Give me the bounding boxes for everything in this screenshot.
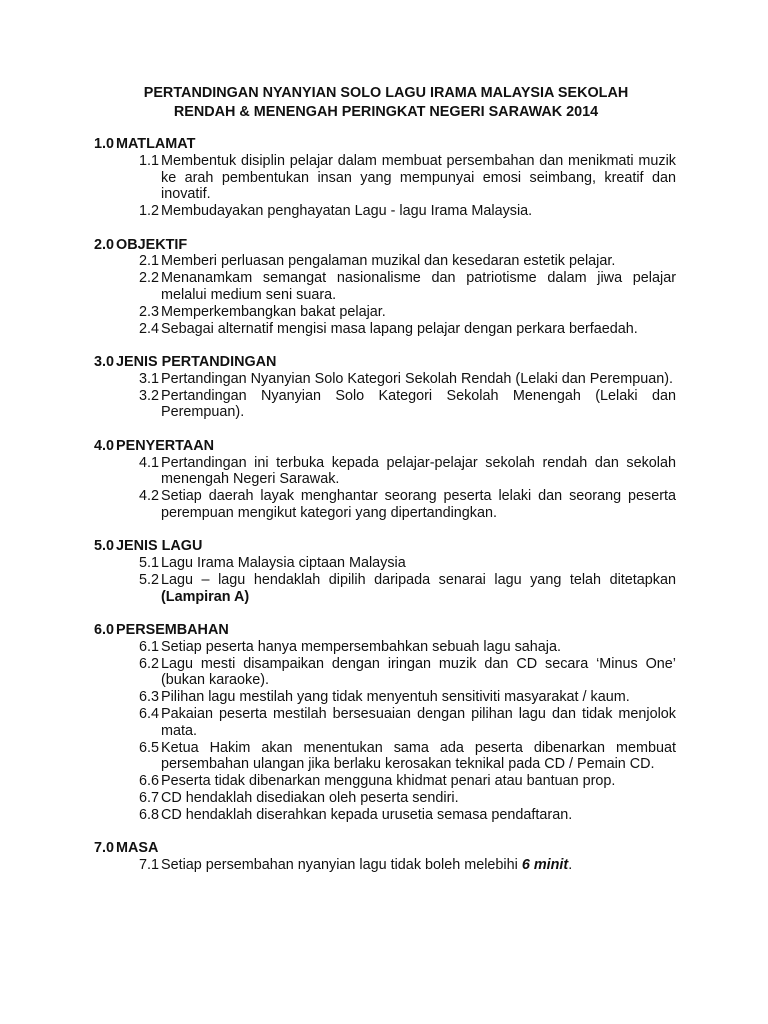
item-number: 6.7: [139, 790, 160, 807]
item-number: 6.6: [139, 773, 160, 790]
list-item: [94, 639, 676, 656]
list-item: [94, 857, 676, 874]
section-heading: [94, 237, 676, 254]
section: [94, 538, 676, 605]
item-text: [161, 388, 676, 422]
section-title: PENYERTAAN: [116, 437, 215, 454]
item-text-body: Pilihan lagu mestilah yang tidak menyentuh sensitiviti masyarakat / kaum.: [161, 689, 630, 706]
document-body: [94, 136, 676, 890]
item-text-body: Pakaian peserta mestilah bersesuaian dengan pilihan lagu dan tidak menjolok mata.: [161, 706, 676, 739]
item-text: [161, 371, 676, 388]
section: [94, 136, 676, 220]
section-title: MATLAMAT: [116, 136, 196, 152]
list-item: [94, 773, 676, 790]
list-item: [94, 807, 676, 824]
item-number: 6.1: [139, 638, 160, 655]
list-item: [94, 689, 676, 706]
section-number: 5.0: [94, 538, 115, 555]
item-text: [161, 270, 676, 304]
section-number: 2.0: [94, 236, 115, 253]
item-text-body: Sebagai alternatif mengisi masa lapang pelajar dengan perkara berfaedah.: [161, 320, 638, 337]
item-number: 7.1: [139, 857, 160, 874]
item-text: [161, 555, 676, 572]
item-emphasis: 6 minit: [521, 857, 569, 874]
item-text: [161, 304, 676, 321]
item-number: 2.4: [139, 320, 160, 337]
item-text: [161, 153, 676, 203]
item-text: [161, 639, 676, 656]
item-number: 4.2: [139, 488, 160, 505]
item-text-body: Pertandingan Nyanyian Solo Kategori Sekolah Menengah (Lelaki dan Perempuan).: [161, 387, 676, 421]
list-item: [94, 656, 676, 690]
item-number: 6.2: [139, 655, 160, 672]
item-text: [161, 689, 676, 706]
list-item: [94, 555, 676, 572]
item-text: [161, 253, 676, 270]
item-text-body: Pertandingan Nyanyian Solo Kategori Sekolah Rendah (Lelaki dan Perempuan).: [161, 370, 673, 387]
item-text-body: Lagu mesti disampaikan dengan iringan muzik dan CD secara ‘Minus One’ (bukan karaoke).: [161, 655, 676, 689]
item-text: [161, 790, 676, 807]
item-number: 6.3: [139, 689, 160, 706]
section-title: MASA: [116, 840, 159, 857]
item-text: [161, 488, 676, 522]
list-item: [94, 572, 676, 606]
item-text: [161, 706, 676, 740]
item-number: 5.2: [139, 571, 160, 588]
item-text-body: Membudayakan penghayatan Lagu - lagu Irama Malaysia.: [161, 203, 533, 220]
list-item: [94, 304, 676, 321]
section-number: 1.0: [94, 136, 115, 152]
item-text-body: Menanamkam semangat nasionalisme dan patriotisme dalam jiwa pelajar melalui medium seni suara.: [161, 270, 676, 303]
list-item: [94, 455, 676, 489]
item-text: [161, 321, 676, 338]
item-text: [161, 656, 676, 690]
item-number: 6.5: [139, 739, 160, 756]
item-text-body: CD hendaklah disediakan oleh peserta sendiri.: [161, 790, 459, 807]
item-text-body: Lagu – lagu hendaklah dipilih daripada senarai lagu yang telah ditetapkan: [161, 571, 676, 588]
item-text: [161, 807, 676, 824]
section: [94, 622, 676, 824]
item-number: 3.1: [139, 370, 160, 387]
section-title: PERSEMBAHAN: [116, 622, 229, 639]
section-heading: [94, 354, 676, 371]
section-title: JENIS LAGU: [116, 538, 203, 555]
item-text-end: .: [568, 857, 573, 874]
section: [94, 354, 676, 421]
list-item: [94, 371, 676, 388]
section-heading: [94, 840, 676, 857]
item-number: 2.3: [139, 303, 160, 320]
title-line-1: PERTANDINGAN NYANYIAN SOLO LAGU IRAMA MALAYSIA SEKOLAH: [143, 85, 629, 101]
section-number: 7.0: [94, 840, 115, 857]
item-text-body: Ketua Hakim akan menentukan sama ada peserta dibenarkan membuat persembahan ulangan jika berlaku kerosakan teknikal pada CD / Pemain CD.: [161, 739, 676, 773]
section-heading: [94, 438, 676, 455]
item-text: [161, 203, 676, 220]
item-text-body: Membentuk disiplin pelajar dalam membuat persembahan dan menikmati muzik ke arah pembentukan insan yang mempunyai emosi seimbang, kreatif dan inovatif.: [161, 152, 676, 203]
item-number: 5.1: [139, 555, 160, 572]
list-item: [94, 388, 676, 422]
item-bold-note: (Lampiran A): [161, 588, 250, 605]
section-heading: [94, 622, 676, 639]
list-item: [94, 740, 676, 774]
item-number: 1.1: [139, 152, 160, 169]
item-text: [161, 857, 676, 874]
item-number: 6.4: [139, 706, 160, 723]
item-text-body: Pertandingan ini terbuka kepada pelajar-pelajar sekolah rendah dan sekolah menengah Negeri Sarawak.: [161, 454, 676, 488]
item-text: [161, 740, 676, 774]
item-text-body: Peserta tidak dibenarkan mengguna khidmat penari atau bantuan prop.: [161, 773, 616, 790]
item-text: [161, 773, 676, 790]
list-item: [94, 253, 676, 270]
list-item: [94, 321, 676, 338]
section: [94, 438, 676, 522]
document-title: [80, 84, 692, 121]
item-number: 2.2: [139, 270, 160, 287]
item-number: 6.8: [139, 806, 160, 823]
title-line-2: RENDAH & MENENGAH PERINGKAT NEGERI SARAWAK 2014: [173, 103, 599, 120]
item-number: 2.1: [139, 253, 160, 270]
section: [94, 840, 676, 874]
section-number: 4.0: [94, 437, 115, 454]
item-text-body: Memberi perluasan pengalaman muzikal dan kesedaran estetik pelajar.: [161, 253, 616, 270]
section-number: 6.0: [94, 622, 115, 639]
list-item: [94, 270, 676, 304]
list-item: [94, 488, 676, 522]
item-text-body: Lagu Irama Malaysia ciptaan Malaysia: [161, 555, 406, 572]
section-heading: [94, 136, 676, 153]
item-text: [161, 455, 676, 489]
section-heading: [94, 538, 676, 555]
list-item: [94, 153, 676, 203]
section-title: JENIS PERTANDINGAN: [116, 353, 277, 370]
item-text-body: Setiap daerah layak menghantar seorang peserta lelaki dan seorang peserta perempuan mengikut kategori yang dipertandingkan.: [161, 488, 676, 521]
list-item: [94, 203, 676, 220]
list-item: [94, 790, 676, 807]
section-number: 3.0: [94, 353, 115, 370]
section-title: OBJEKTIF: [116, 236, 188, 253]
section: [94, 237, 676, 338]
item-text-body: Setiap peserta hanya mempersembahkan sebuah lagu sahaja.: [161, 638, 562, 655]
item-text: [161, 572, 676, 606]
item-text-body: Memperkembangkan bakat pelajar.: [161, 303, 386, 320]
item-number: 1.2: [139, 203, 160, 220]
item-number: 4.1: [139, 454, 160, 471]
item-text-body: CD hendaklah diserahkan kepada urusetia semasa pendaftaran.: [161, 806, 573, 823]
list-item: [94, 706, 676, 740]
item-number: 3.2: [139, 387, 160, 404]
item-text-body: Setiap persembahan nyanyian lagu tidak boleh melebihi: [161, 857, 522, 874]
